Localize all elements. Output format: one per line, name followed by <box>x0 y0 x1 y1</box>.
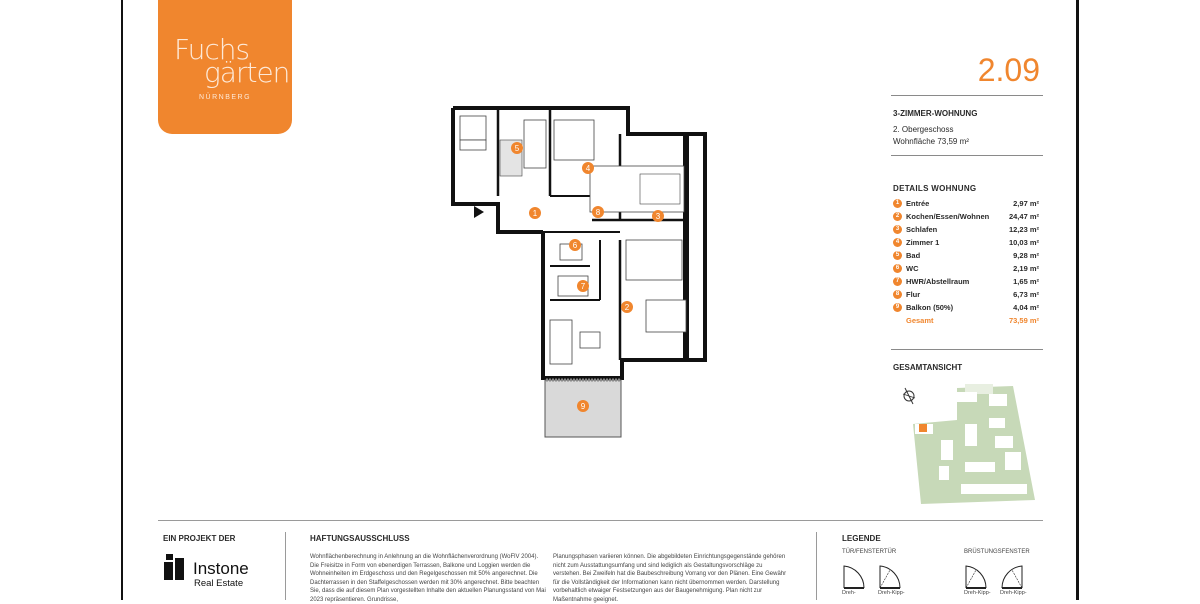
divider <box>891 155 1043 156</box>
room-area: 2,97 m² <box>1013 199 1039 208</box>
room-marker-2 <box>621 301 633 313</box>
legend-caption: Dreh-Kipp- <box>1000 590 1027 596</box>
brand-line1: Fuchs <box>174 33 250 66</box>
room-number-badge: 2 <box>893 212 902 221</box>
legend-title: LEGENDE <box>842 534 881 543</box>
room-marker-6 <box>569 239 581 251</box>
disclaimer-title: HAFTUNGSAUSSCHLUSS <box>310 534 410 543</box>
unit-type: 3-ZIMMER-WOHNUNG <box>893 109 978 118</box>
room-number-badge: 1 <box>893 199 902 208</box>
unit-floor: 2. Obergeschoss <box>893 125 954 134</box>
legend-window-icons <box>964 560 1034 590</box>
room-name: Schlafen <box>906 225 938 234</box>
room-number-badge: 3 <box>893 225 902 234</box>
room-area: 24,47 m² <box>1008 212 1039 221</box>
room-row <box>893 263 1041 276</box>
room-row <box>893 224 1041 237</box>
svg-text:2: 2 <box>624 303 630 312</box>
svg-text:5: 5 <box>514 144 520 153</box>
room-name: HWR/Abstellraum <box>906 277 970 286</box>
room-marker-9 <box>577 400 589 412</box>
company-name: Instone <box>193 559 249 578</box>
room-name: WC <box>906 264 919 273</box>
room-row <box>893 289 1041 302</box>
total-row <box>893 315 1041 328</box>
compass-icon <box>903 388 915 404</box>
svg-text:7: 7 <box>580 282 586 291</box>
site-overview-map <box>895 380 1045 512</box>
room-area: 2,19 m² <box>1013 264 1039 273</box>
room-marker-4 <box>582 162 594 174</box>
room-name: Entrée <box>906 199 930 208</box>
svg-text:6: 6 <box>572 241 578 250</box>
room-row <box>893 198 1041 211</box>
room-name: Kochen/Essen/Wohnen <box>906 212 990 221</box>
room-number-badge: 8 <box>893 290 902 299</box>
room-area: 6,73 m² <box>1013 290 1039 299</box>
room-number-badge: 9 <box>893 303 902 312</box>
room-name: Flur <box>906 290 921 299</box>
room-number-badge: 5 <box>893 251 902 260</box>
disclaimer-text-col1: Wohnflächenberechnung in Anlehnung an die Wohnflächenverordnung (WoFlV 2004). Die Freisitze in Form von ebenerdigen Terrassen, Balkone und Loggien werden die Wohneinheiten im Erdgeschoss und den Regelgeschossen mit 50% angerechnet. Die Dachterrassen in den Staffelgeschossen werden mit 30% angerechnet. Bitte beachten Sie, dass die auf diesem Plan vorgestellten Inhalte den aktuellen Planungsstand von Mai 2023 repräsentieren. Grundrisse, <box>310 554 546 603</box>
svg-text:3: 3 <box>655 212 661 221</box>
svg-text:9: 9 <box>580 402 586 411</box>
room-area: 1,65 m² <box>1013 277 1039 286</box>
unit-info <box>893 108 977 148</box>
divider <box>891 349 1043 350</box>
tilt-turn-window-icon <box>1002 566 1022 588</box>
room-row <box>893 250 1041 263</box>
unit-number: 2.09 <box>977 52 1040 88</box>
tilt-turn-window-icon <box>966 566 986 588</box>
room-number-badge: 6 <box>893 264 902 273</box>
brand-logo <box>158 0 292 134</box>
legend-caption: Dreh- <box>842 590 856 596</box>
column-divider <box>285 532 286 600</box>
room-marker-7 <box>577 280 589 292</box>
room-name: Zimmer 1 <box>906 238 940 247</box>
room-row <box>893 211 1041 224</box>
instone-logo-icon <box>164 554 188 580</box>
svg-text:1: 1 <box>532 209 538 218</box>
room-name: Balkon (50%) <box>906 303 954 312</box>
tilt-turn-door-icon <box>880 566 900 588</box>
room-marker-3 <box>652 210 664 222</box>
legend-caption: Dreh-Kipp- <box>878 590 905 596</box>
brand-city: NÜRNBERG <box>198 94 252 101</box>
room-name: Bad <box>906 251 921 260</box>
room-row <box>893 276 1041 289</box>
room-number-badge: 7 <box>893 277 902 286</box>
room-row <box>893 302 1041 315</box>
room-marker-5 <box>511 142 523 154</box>
room-number-badge: 4 <box>893 238 902 247</box>
svg-text:4: 4 <box>585 164 591 173</box>
floor-plan <box>450 100 710 440</box>
room-area: 9,28 m² <box>1013 251 1039 260</box>
legend-window-label: BRÜSTUNGSFENSTER <box>964 549 1030 555</box>
room-area: 4,04 m² <box>1013 303 1039 312</box>
room-marker-1 <box>529 207 541 219</box>
footer-divider <box>158 520 1043 521</box>
overview-title: GESAMTANSICHT <box>893 363 963 372</box>
details-title: DETAILS WOHNUNG <box>893 184 977 193</box>
column-divider <box>816 532 817 600</box>
unit-living-area: Wohnfläche 73,59 m² <box>893 137 969 146</box>
disclaimer-text-col2: Planungsphasen variieren können. Die abgebildeten Einrichtungsgegenstände gehören nicht zum Ausstattungsumfang und sind lediglich als Gestaltungsvorschläge zu verstehen. Bei Zweifeln hat die Baubeschreibung Vorrang vor den Plänen. Eine Gewähr für die Vollständigkeit der Informationen kann nicht übernommen werden. Darstellung vorbehaltlich etwaiger Festsetzungen aus der Baugenehmigung. Plan nicht zur Maßentnahme geeignet. <box>553 554 787 603</box>
total-label: Gesamt <box>906 316 934 325</box>
room-area: 10,03 m² <box>1008 238 1039 247</box>
room-list <box>893 198 1041 328</box>
room-area: 12,23 m² <box>1008 225 1039 234</box>
project-title: EIN PROJEKT DER <box>163 534 236 543</box>
room-row <box>893 237 1041 250</box>
page-frame-left <box>121 0 123 600</box>
legend-door-label: TÜR/FENSTERTÜR <box>842 549 897 555</box>
legend-door-icons <box>842 560 912 590</box>
page-frame-right <box>1076 0 1079 600</box>
company-subtitle: Real Estate <box>194 578 244 589</box>
total-area: 73,59 m² <box>1008 316 1039 325</box>
svg-text:8: 8 <box>595 208 601 217</box>
legend-caption: Dreh-Kipp- <box>964 590 991 596</box>
door-swing-icon <box>844 566 864 588</box>
divider <box>891 95 1043 96</box>
brand-line2: gärten <box>204 56 290 89</box>
room-marker-8 <box>592 206 604 218</box>
